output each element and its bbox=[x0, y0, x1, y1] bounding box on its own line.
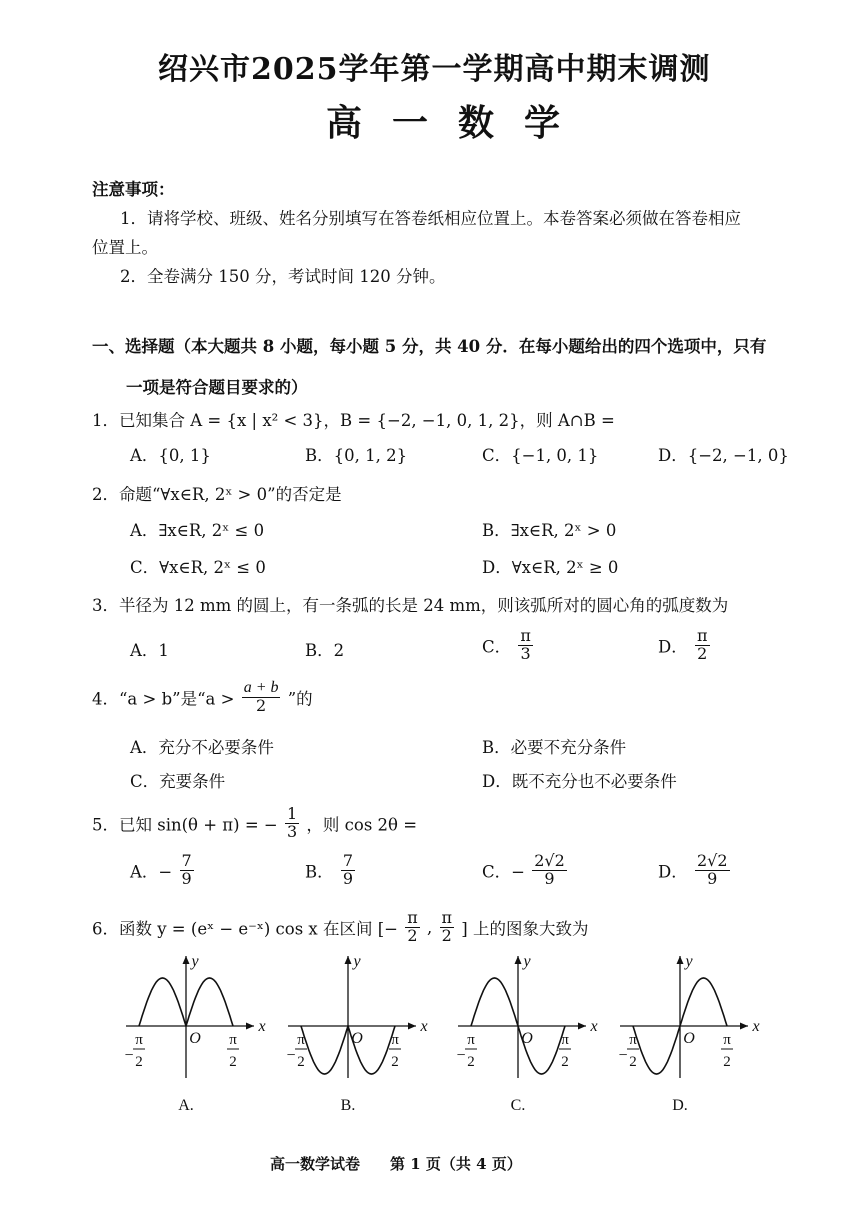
graph-d-y-label: y bbox=[685, 953, 693, 970]
graph-c-y-label: y bbox=[523, 953, 531, 970]
fraction bbox=[532, 853, 567, 888]
graph-d-origin-label: O bbox=[683, 1030, 695, 1047]
graph-b-y-label: y bbox=[353, 953, 361, 970]
fraction bbox=[695, 853, 730, 888]
graph-b-tick-left-minus: − bbox=[286, 1047, 296, 1064]
question-1-option-c[interactable]: C．{−1, 0, 1} bbox=[482, 446, 599, 465]
question-3-stem: 3．半径为 12 mm 的圆上，有一条弧的长是 24 mm，则该弧所对的圆心角的弧度数为 bbox=[92, 596, 729, 615]
question-1-option-b[interactable]: B．{0, 1, 2} bbox=[305, 446, 408, 465]
fraction-numerator: π bbox=[407, 908, 418, 927]
fraction bbox=[695, 628, 710, 663]
stem-text-end: ”的 bbox=[287, 689, 313, 709]
question-4-option-c[interactable]: C．充要条件 bbox=[130, 772, 226, 791]
graph-a-tick-left-minus: − bbox=[124, 1047, 134, 1064]
graph-d-tick-right-den: 2 bbox=[723, 1054, 731, 1070]
question-1-option-a[interactable]: A．{0, 1} bbox=[130, 446, 211, 465]
question-2-stem: 2．命题“∀x∈R, 2ˣ > 0”的否定是 bbox=[92, 485, 342, 504]
fraction-denominator: 9 bbox=[181, 868, 192, 888]
graph-c-tick-right-den: 2 bbox=[561, 1054, 569, 1070]
fraction-numerator: 2√2 bbox=[534, 851, 565, 870]
fraction-denominator: 9 bbox=[544, 868, 555, 888]
question-5-option-c[interactable] bbox=[482, 853, 569, 888]
question-5-option-a[interactable] bbox=[130, 853, 196, 888]
notice-item-1-cont: 位置上。 bbox=[92, 238, 158, 257]
question-5-option-b[interactable] bbox=[305, 853, 357, 888]
graph-c-option-label: C. bbox=[510, 1097, 526, 1114]
fraction bbox=[405, 910, 420, 945]
question-3-option-b[interactable]: B．2 bbox=[305, 641, 345, 660]
graph-b-y-arrow bbox=[345, 956, 352, 964]
fraction-denominator: 3 bbox=[520, 643, 531, 663]
question-4-option-b[interactable]: B．必要不充分条件 bbox=[482, 738, 627, 757]
graph-d-x-arrow bbox=[740, 1023, 748, 1030]
stem-text-mid: , bbox=[427, 917, 433, 937]
graph-a-tick-left-num: π bbox=[135, 1032, 143, 1048]
question-3-option-a[interactable]: A．1 bbox=[130, 641, 169, 660]
graph-d-tick-left-den: 2 bbox=[629, 1054, 637, 1070]
fraction bbox=[285, 806, 299, 841]
fraction-denominator: 9 bbox=[707, 868, 718, 888]
fraction bbox=[180, 853, 194, 888]
fraction-numerator: 7 bbox=[342, 851, 354, 870]
graph-d-x-label: x bbox=[752, 1018, 760, 1035]
fraction-numerator: π bbox=[441, 908, 453, 927]
graph-a-option-label: A. bbox=[178, 1097, 194, 1114]
graph-a-x-arrow bbox=[246, 1023, 254, 1030]
graph-a-y-arrow bbox=[183, 956, 190, 964]
stem-text: 6．函数 y = (eˣ − e⁻ˣ) cos x 在区间 [− bbox=[92, 919, 398, 939]
option-label: A．− bbox=[130, 862, 173, 882]
stem-text: 4．“a > b”是“a > bbox=[92, 689, 235, 709]
option-label: D． bbox=[658, 862, 688, 882]
question-2-option-c[interactable]: C．∀x∈R, 2ˣ ≤ 0 bbox=[130, 558, 266, 577]
graph-d-tick-right-num: π bbox=[723, 1032, 731, 1048]
notice-item-1: 1．请将学校、班级、姓名分别填写在答卷纸相应位置上。本卷答案必须做在答卷相应 bbox=[120, 209, 741, 228]
question-1-stem: 1．已知集合 A = {x | x² < 3}，B = {−2, −1, 0, 1, 2}，则 A∩B = bbox=[92, 411, 615, 430]
fraction bbox=[341, 853, 355, 888]
graph-a-x-label: x bbox=[258, 1018, 266, 1035]
graph-c-y-arrow bbox=[515, 956, 522, 964]
subject-title: 高一数学 bbox=[326, 102, 591, 144]
graph-a-tick-right-num: π bbox=[229, 1032, 237, 1048]
graph-b-option-label: B. bbox=[340, 1097, 356, 1114]
graph-a-y-label: y bbox=[191, 953, 199, 970]
graph-a-tick-left-den: 2 bbox=[135, 1054, 143, 1070]
section-heading: 一、选择题（本大题共 8 小题，每小题 5 分，共 40 分．在每小题给出的四个选项中，只有 bbox=[92, 337, 767, 356]
graph-b-tick-right-den: 2 bbox=[391, 1054, 399, 1070]
fraction-numerator: a + b bbox=[243, 679, 279, 696]
section-heading-cont: 一项是符合题目要求的） bbox=[126, 378, 308, 397]
fraction bbox=[440, 910, 455, 945]
graph-d-y-arrow bbox=[677, 956, 684, 964]
graph-b-x-label: x bbox=[420, 1018, 428, 1035]
graph-c-x-label: x bbox=[590, 1018, 598, 1035]
question-1-option-d[interactable]: D．{−2, −1, 0} bbox=[658, 446, 789, 465]
graph-d-tick-left-num: π bbox=[629, 1032, 637, 1048]
fraction bbox=[242, 680, 281, 715]
graph-a-origin-label: O bbox=[189, 1030, 201, 1047]
graph-c-x-arrow bbox=[578, 1023, 586, 1030]
stem-text-end: ，则 cos 2θ = bbox=[306, 815, 418, 835]
fraction bbox=[518, 628, 533, 663]
fraction-numerator: π bbox=[696, 626, 708, 645]
question-2-option-d[interactable]: D．∀x∈R, 2ˣ ≥ 0 bbox=[482, 558, 619, 577]
question-5-stem bbox=[92, 806, 417, 841]
question-5-option-d[interactable] bbox=[658, 853, 732, 888]
graph-b-x-arrow bbox=[408, 1023, 416, 1030]
question-4-option-a[interactable]: A．充分不必要条件 bbox=[130, 738, 274, 757]
graph-c-origin-label: O bbox=[521, 1030, 533, 1047]
graph-c-tick-right-num: π bbox=[561, 1032, 569, 1048]
stem-text: 5．已知 sin(θ + π) = − bbox=[92, 815, 278, 835]
notice-item-2: 2．全卷满分 150 分，考试时间 120 分钟。 bbox=[120, 267, 446, 286]
question-2-option-b[interactable]: B．∃x∈R, 2ˣ > 0 bbox=[482, 521, 617, 540]
graph-b-tick-left-num: π bbox=[297, 1032, 305, 1048]
graph-b-tick-left-den: 2 bbox=[297, 1054, 305, 1070]
graph-b-tick-right-num: π bbox=[391, 1032, 399, 1048]
fraction-denominator: 2 bbox=[255, 695, 267, 715]
page-title: 绍兴市2025学年第一学期高中期末调测 bbox=[158, 52, 711, 87]
fraction-denominator: 3 bbox=[286, 821, 298, 841]
question-4-stem bbox=[92, 680, 313, 715]
option-label: D． bbox=[658, 637, 688, 657]
question-6-graphs bbox=[0, 950, 868, 1125]
option-label: B． bbox=[305, 862, 334, 882]
graph-a-tick-right-den: 2 bbox=[229, 1054, 237, 1070]
question-4-option-d[interactable]: D．既不充分也不必要条件 bbox=[482, 772, 677, 791]
option-label: C．− bbox=[482, 862, 525, 882]
question-3-option-c[interactable] bbox=[482, 628, 535, 663]
fraction-numerator: π bbox=[520, 626, 531, 645]
fraction-numerator: 1 bbox=[286, 804, 298, 823]
fraction-denominator: 2 bbox=[697, 643, 708, 663]
fraction-denominator: 2 bbox=[407, 925, 418, 945]
fraction-denominator: 2 bbox=[441, 925, 452, 945]
question-2-option-a[interactable]: A．∃x∈R, 2ˣ ≤ 0 bbox=[130, 521, 265, 540]
graph-c-tick-left-minus: − bbox=[456, 1047, 466, 1064]
question-6-stem bbox=[92, 910, 588, 945]
stem-text-end: ] 上的图象大致为 bbox=[461, 919, 589, 939]
fraction-denominator: 9 bbox=[342, 868, 354, 888]
page-footer: 高一数学试卷 第 1 页（共 4 页） bbox=[270, 1155, 522, 1173]
graph-b-origin-label: O bbox=[351, 1030, 363, 1047]
option-label: C． bbox=[482, 637, 512, 657]
notice-heading: 注意事项： bbox=[92, 180, 175, 199]
graph-d-option-label: D. bbox=[672, 1097, 688, 1114]
graph-d-tick-left-minus: − bbox=[618, 1047, 628, 1064]
fraction-numerator: 2√2 bbox=[696, 851, 728, 870]
question-3-option-d[interactable] bbox=[658, 628, 712, 663]
graph-c-tick-left-num: π bbox=[467, 1032, 475, 1048]
graph-c-tick-left-den: 2 bbox=[467, 1054, 475, 1070]
fraction-numerator: 7 bbox=[181, 851, 192, 870]
